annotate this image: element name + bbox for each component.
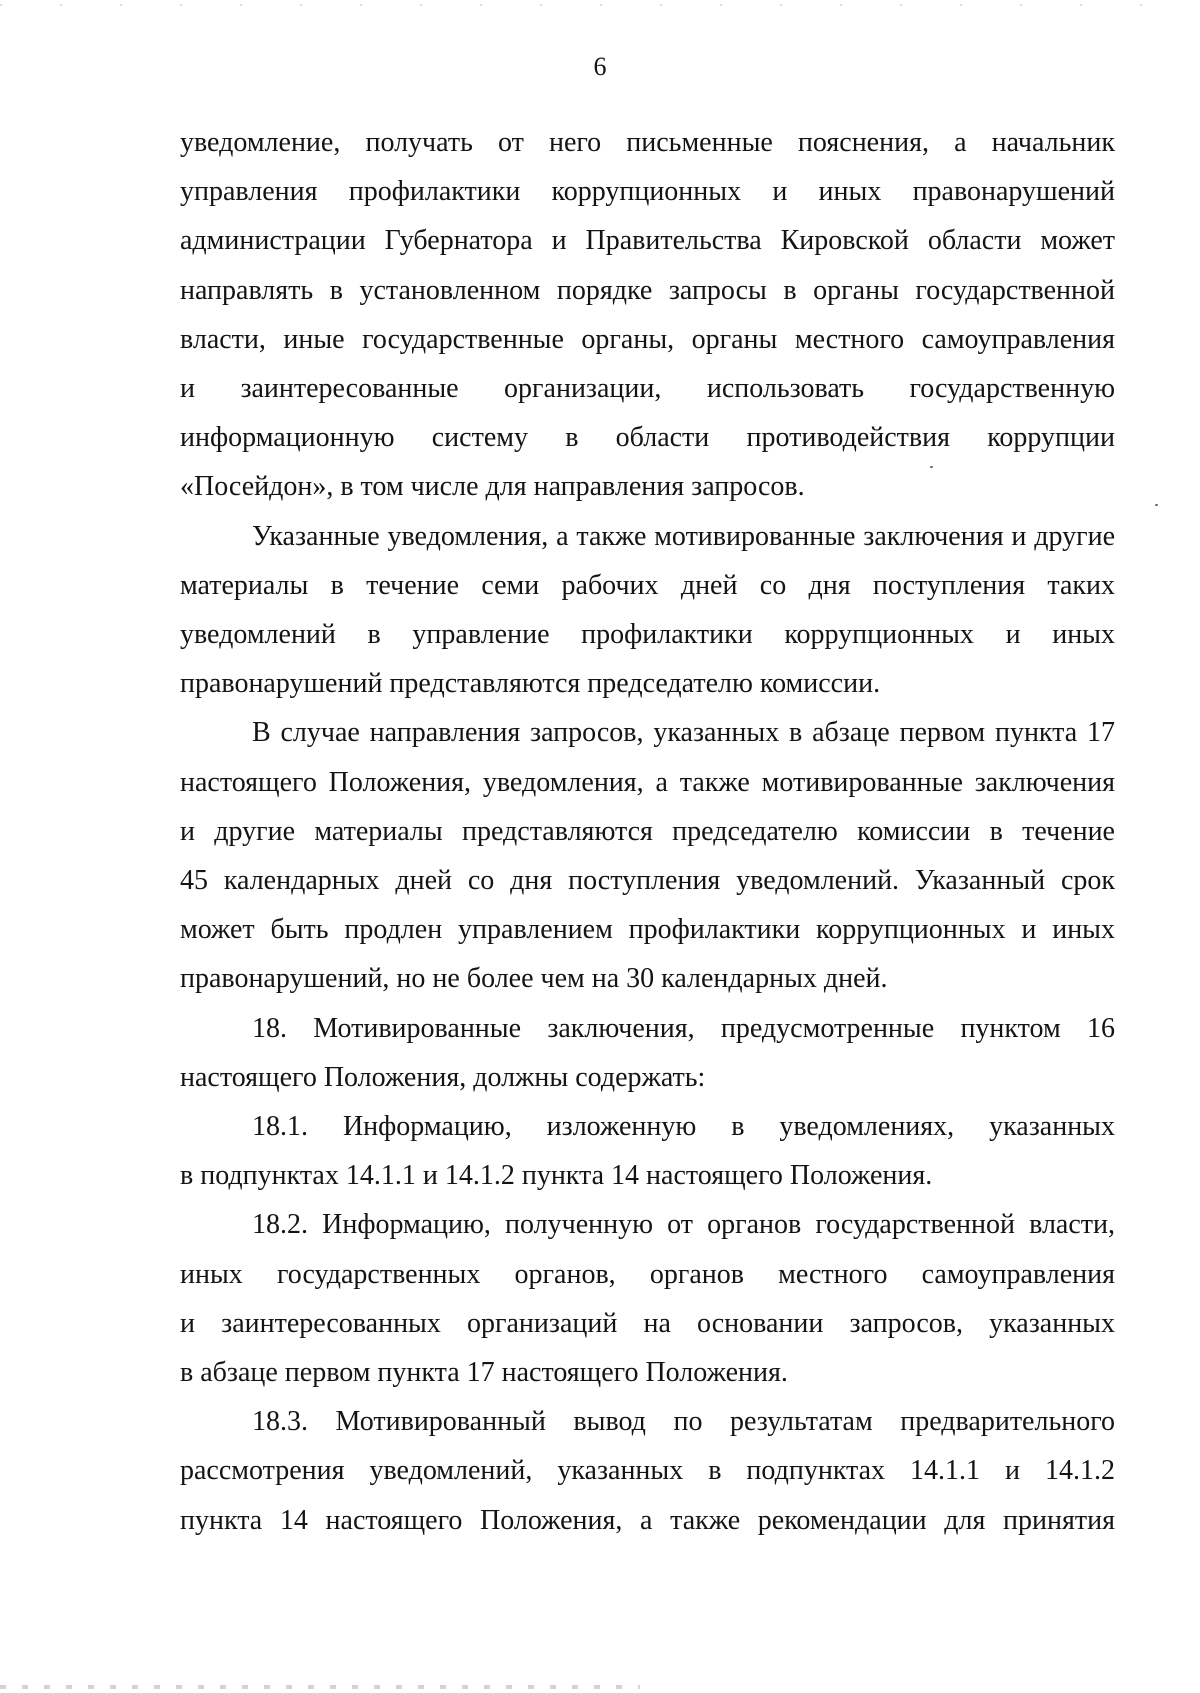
paragraph-requests-deadline <box>180 708 1115 1003</box>
scan-edge-artifact-top <box>0 4 1200 6</box>
text-line: власти, иные государственные органы, органы местного самоуправления <box>180 323 1115 355</box>
text-line: 18.3. Мотивированный вывод по результатам предварительного <box>252 1406 1115 1438</box>
text-line: иных государственных органов, органов местного самоуправления <box>180 1258 1115 1290</box>
text-line: Указанные уведомления, а также мотивированные заключения и другие <box>252 520 1115 552</box>
text-line: управления профилактики коррупционных и иных правонарушений <box>180 176 1115 208</box>
document-body <box>180 118 1115 1545</box>
paragraph-item-18-2 <box>180 1200 1115 1397</box>
text-line: в подпунктах 14.1.1 и 14.1.2 пункта 14 настоящего Положения. <box>180 1160 933 1192</box>
text-line: и заинтересованные организации, использовать государственную <box>180 373 1115 405</box>
paragraph-item-18 <box>180 1004 1115 1102</box>
text-line: направлять в установленном порядке запросы в органы государственной <box>180 274 1115 306</box>
page-number: 6 <box>593 52 607 81</box>
scan-speck <box>930 466 933 468</box>
text-line: пункта 14 настоящего Положения, а также рекомендации для принятия <box>180 1504 1115 1536</box>
text-line: материалы в течение семи рабочих дней со дня поступления таких <box>180 569 1115 601</box>
text-line: 18.1. Информацию, изложенную в уведомлениях, указанных <box>252 1111 1115 1143</box>
text-line: и другие материалы представляются председателю комиссии в течение <box>180 815 1115 847</box>
paragraph-item-18-3 <box>180 1397 1115 1545</box>
text-line: уведомлений в управление профилактики коррупционных и иных <box>180 619 1115 651</box>
text-line: настоящего Положения, должны содержать: <box>180 1061 706 1093</box>
paragraph-item-18-1 <box>180 1102 1115 1200</box>
text-line: правонарушений представляются председателю комиссии. <box>180 668 881 700</box>
paragraph-continuation <box>180 118 1115 512</box>
text-line: 18. Мотивированные заключения, предусмотренные пунктом 16 <box>252 1012 1115 1044</box>
text-line: В случае направления запросов, указанных в абзаце первом пункта 17 <box>252 717 1115 749</box>
text-line: в абзаце первом пункта 17 настоящего Положения. <box>180 1357 788 1389</box>
text-line: уведомление, получать от него письменные пояснения, а начальник <box>180 127 1115 158</box>
text-line: 45 календарных дней со дня поступления уведомлений. Указанный срок <box>180 865 1115 897</box>
text-line: «Посейдон», в том числе для направления запросов. <box>180 471 805 503</box>
text-line: и заинтересованных организаций на основании запросов, указанных <box>180 1307 1115 1339</box>
text-line: настоящего Положения, уведомления, а также мотивированные заключения <box>180 766 1115 798</box>
text-line: информационную систему в области противодействия коррупции <box>180 422 1115 454</box>
scan-edge-artifact-bottom <box>0 1685 640 1689</box>
text-line: правонарушений, но не более чем на 30 календарных дней. <box>180 963 888 995</box>
scan-speck <box>1155 504 1158 506</box>
text-line: 18.2. Информацию, полученную от органов государственной власти, <box>252 1209 1115 1241</box>
text-line: может быть продлен управлением профилактики коррупционных и иных <box>180 914 1115 946</box>
text-line: рассмотрения уведомлений, указанных в подпунктах 14.1.1 и 14.1.2 <box>180 1455 1115 1487</box>
text-line: администрации Губернатора и Правительства Кировской области может <box>180 225 1115 257</box>
paragraph-notifications-materials <box>180 512 1115 709</box>
